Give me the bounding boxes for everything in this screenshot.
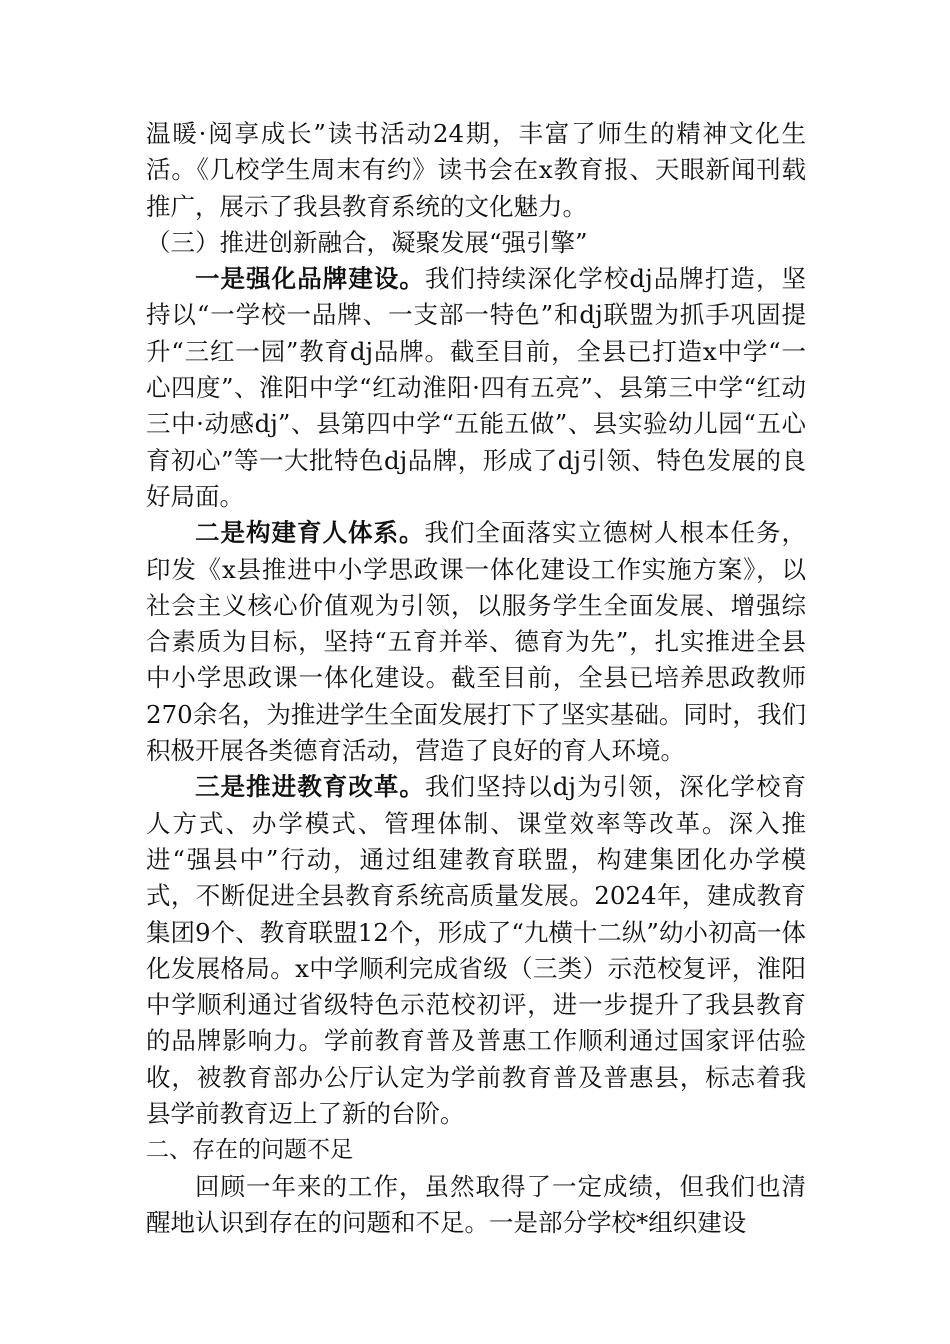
paragraph-education-system	[146, 515, 806, 769]
paragraph-education-reform	[146, 769, 806, 1132]
subsection-heading-3: （三）推进创新融合，凝聚发展“强引擎”	[146, 227, 588, 257]
paragraph-body-education-system: 我们全面落实立德树人根本任务，印发《x县推进中小学思政课一体化建设工作实施方案》，以社会主义核心价值观为引领，以服务学生全面发展、增强综合素质为目标，坚持“五育并举、德育为先”，扎实推进全县中小学思政课一体化建设。截至目前，全县已培养思政教师270余名，为推进学生全面发展打下了坚实基础。同时，我们积极开展各类德育活动，营造了良好的育人环境。	[146, 518, 806, 766]
paragraph-lead-brand-building: 一是强化品牌建设。	[195, 264, 425, 294]
paragraph-lead-education-reform: 三是推进教育改革。	[195, 772, 425, 802]
paragraph-body-brand-building: 我们持续深化学校dj品牌打造，坚持以“一学校一品牌、一支部一特色”和dj联盟为抓手巩固提升“三红一园”教育dj品牌。截至目前，全县已打造x中学“一心四度”、淮阳中学“红动淮阳·四有五亮”、县第三中学“红动三中·动感dj”、县第四中学“五能五做”、县实验幼儿园“五心育初心”等一大批特色dj品牌，形成了dj引领、特色发展的良好局面。	[146, 264, 807, 511]
document-body	[146, 116, 806, 1241]
paragraph-lead-education-system: 二是构建育人体系。	[195, 518, 425, 548]
paragraph-review: 回顾一年来的工作，虽然取得了一定成绩，但我们也清醒地认识到存在的问题和不足。一是部分学校*组织建设	[146, 1171, 806, 1237]
paragraph-intro-continuation: 温暖·阅享成长”读书活动24期，丰富了师生的精神文化生活。《几校学生周末有约》读书会在x教育报、天眼新闻刊载推广，展示了我县教育系统的文化魅力。	[146, 119, 806, 221]
section-heading-problems: 二、存在的问题不足	[146, 1137, 353, 1164]
paragraph-brand-building	[146, 261, 806, 515]
paragraph-body-education-reform: 我们坚持以dj为引领，深化学校育人方式、办学模式、管理体制、课堂效率等改革。深入推进“强县中”行动，通过组建教育联盟，构建集团化办学模式，不断促进全县教育系统高质量发展。2024年，建成教育集团9个、教育联盟12个，形成了“九横十二纵”幼小初高一体化发展格局。x中学顺利完成省级（三类）示范校复评，淮阳中学顺利通过省级特色示范校初评，进一步提升了我县教育的品牌影响力。学前教育普及普惠工作顺利通过国家评估验收，被教育部办公厅认定为学前教育普及普惠县，标志着我县学前教育迈上了新的台阶。	[146, 772, 807, 1129]
